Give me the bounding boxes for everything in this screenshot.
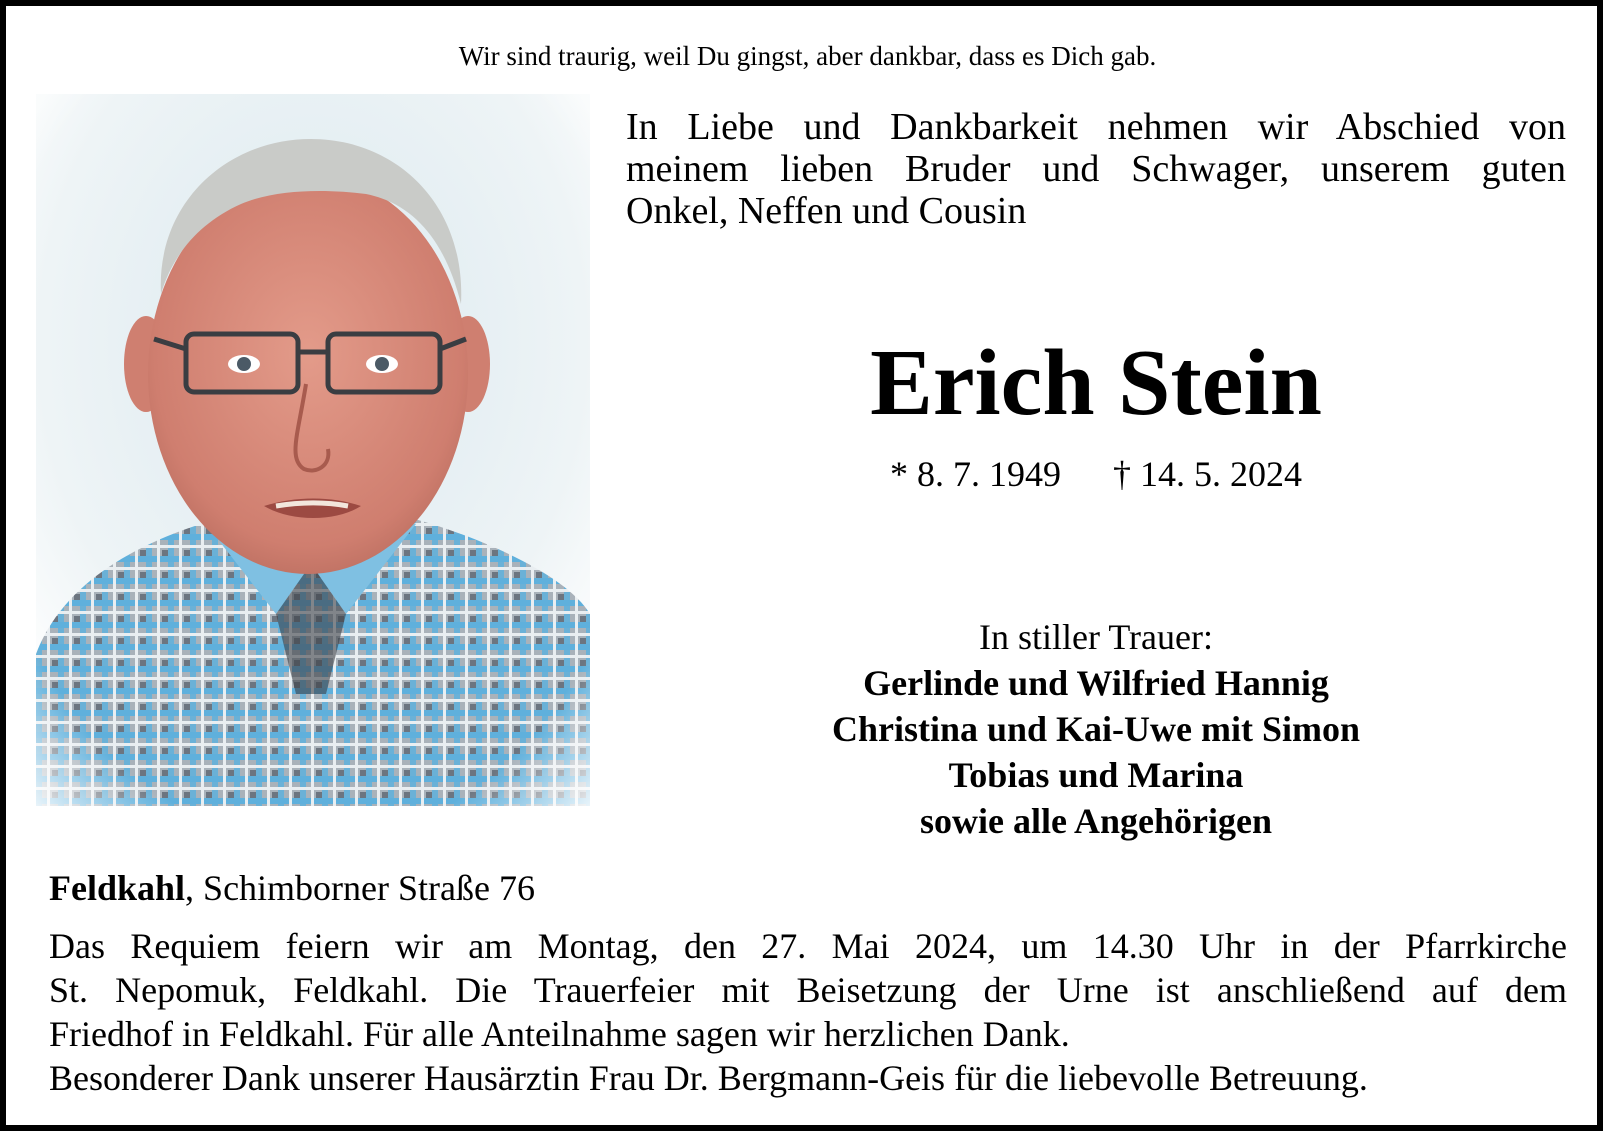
- address: [49, 866, 1549, 910]
- intro-line: Onkel, Neffen und Cousin: [626, 190, 1027, 232]
- life-dates: [626, 452, 1566, 496]
- motto: Wir sind traurig, weil Du gingst, aber dankbar, dass es Dich gab.: [458, 41, 1157, 71]
- birth-date: * 8. 7. 1949: [890, 454, 1061, 494]
- service-notice: [49, 924, 1567, 1100]
- mourner-line: Gerlinde und Wilfried Hannig: [863, 663, 1329, 703]
- deceased-name: Erich Stein: [870, 331, 1322, 435]
- death-date: † 14. 5. 2024: [1113, 454, 1302, 494]
- notice-line: St. Nepomuk, Feldkahl. Die Trauerfeier mit Beisetzung der Urne ist anschließend auf dem: [49, 970, 1567, 1010]
- mourner-line: Tobias und Marina: [948, 755, 1244, 795]
- notice-line: Friedhof in Feldkahl. Für alle Anteilnahme sagen wir herzlichen Dank.: [49, 1014, 1070, 1054]
- notice-line: Das Requiem feiern wir am Montag, den 27. Mai 2024, um 14.30 Uhr in der Pfarrkirche: [49, 926, 1567, 966]
- address-street: , Schimborner Straße 76: [185, 868, 535, 908]
- address-place: Feldkahl: [49, 868, 186, 908]
- mourner-line: Christina und Kai-Uwe mit Simon: [831, 709, 1361, 749]
- intro-line: In Liebe und Dankbarkeit nehmen wir Abschied von: [626, 106, 1566, 148]
- portrait-photo: [36, 94, 590, 806]
- mourners-heading: In stiller Trauer:: [979, 617, 1213, 657]
- notice-line: Besonderer Dank unserer Hausärztin Frau Dr. Bergmann-Geis für die liebevolle Betreuung.: [49, 1058, 1368, 1098]
- intro-line: meinem lieben Bruder und Schwager, unserem guten: [626, 148, 1566, 190]
- intro-text: [626, 106, 1566, 232]
- mourner-line: sowie alle Angehörigen: [920, 801, 1272, 841]
- mourners-block: [626, 614, 1566, 844]
